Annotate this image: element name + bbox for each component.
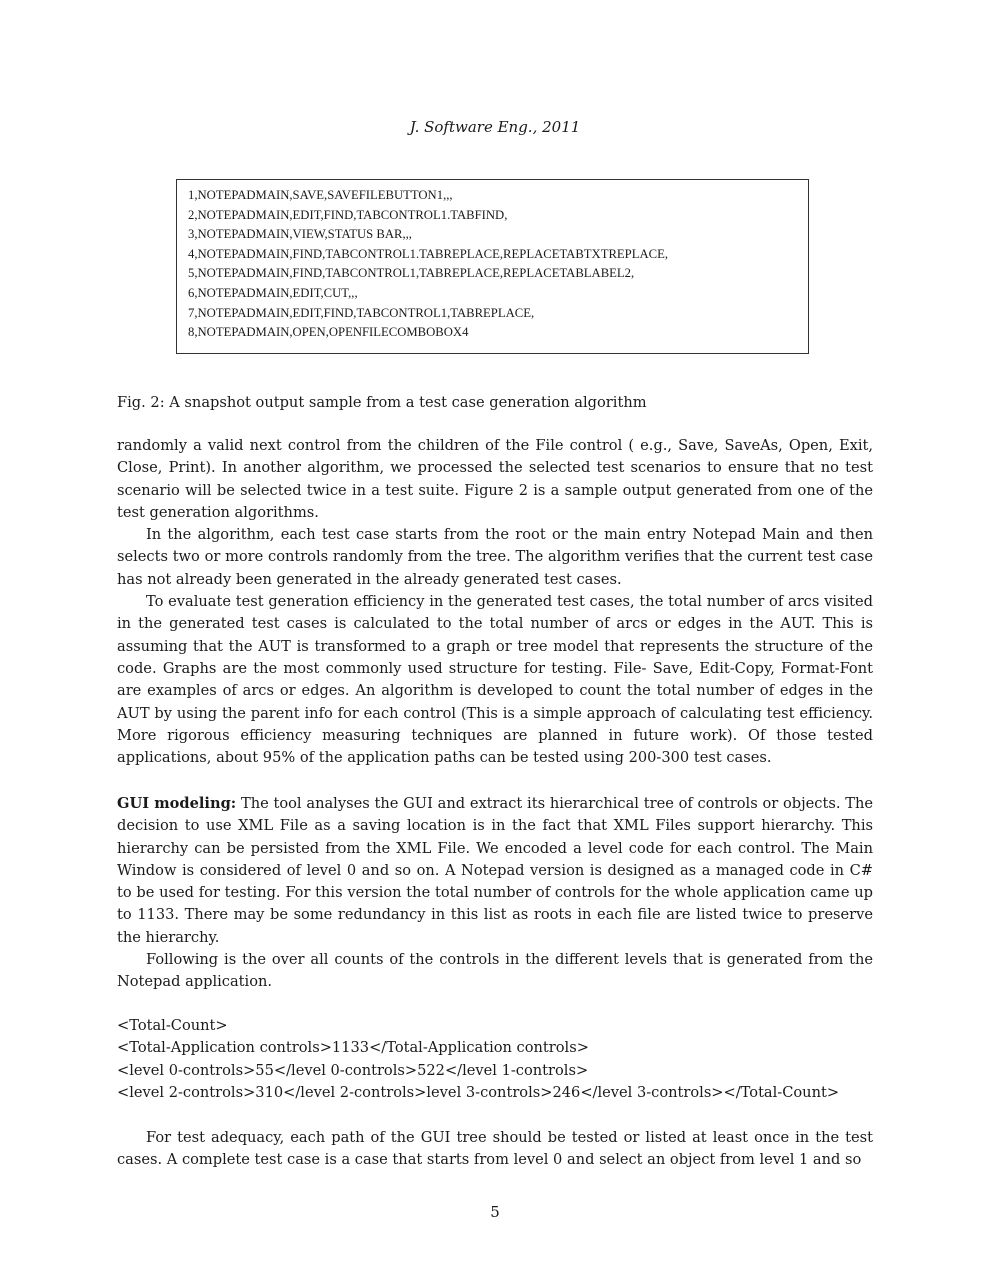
body-text-block [117, 1127, 873, 1172]
figure-caption: Fig. 2: A snapshot output sample from a test case generation algorithm [117, 394, 647, 411]
paragraph: In the algorithm, each test case starts from the root or the main entry Notepad Main and then selects two or more controls randomly from the tree. The algorithm verifies that the current test case has not already been generated in the already generated test cases. [117, 526, 873, 588]
figure-line: 5,NOTEPADMAIN,FIND,TABCONTROL1,TABREPLACE,REPLACETABLABEL2, [188, 266, 635, 281]
body-text-block [117, 435, 873, 769]
section-heading: GUI modeling: [117, 795, 237, 812]
xml-line: <Total-Count> [117, 1017, 228, 1034]
running-header: J. Software Eng., 2011 [409, 118, 581, 136]
figure-line: 4,NOTEPADMAIN,FIND,TABCONTROL1.TABREPLACE,REPLACETABTXTREPLACE, [188, 246, 669, 261]
figure-line: 3,NOTEPADMAIN,VIEW,STATUS BAR,,, [188, 227, 412, 242]
xml-count-block [117, 1015, 873, 1104]
paragraph: Following is the over all counts of the controls in the different levels that is generated from the Notepad application. [117, 951, 873, 991]
xml-line: <level 2-controls>310</level 2-controls>level 3-controls>246</level 3-controls></Total-Count> [117, 1083, 840, 1101]
figure-line: 8,NOTEPADMAIN,OPEN,OPENFILECOMBOBOX4 [188, 325, 469, 340]
page-number: 5 [490, 1203, 500, 1221]
body-text-block [117, 793, 873, 994]
figure-box [176, 179, 809, 354]
figure-line: 2,NOTEPADMAIN,EDIT,FIND,TABCONTROL1.TABFIND, [188, 207, 508, 222]
paragraph-text: The tool analyses the GUI and extract its hierarchical tree of controls or objects. The decision to use XML File as a saving location is in the fact that XML Files support hierarchy. This hierarchy can be persisted from the XML File. We encoded a level code for each control. The Main Window is considered of level 0 and so on. A Notepad version is designed as a managed code in C# to be used for testing. For this version the total number of controls for the whole application came up to 1133. There may be some redundancy in this list as roots in each file are listed twice to preserve the hierarchy. [117, 795, 873, 946]
paragraph: To evaluate test generation efficiency in the generated test cases, the total number of arcs visited in the generated test cases is calculated to the total number of arcs or edges in the AUT. This is assuming that the AUT is transformed to a graph or tree model that represents the structure of the code. Graphs are the most commonly used structure for testing. File- Save, Edit-Copy, Format-Font are examples of arcs or edges. An algorithm is developed to count the total number of edges in the AUT by using the parent info for each control (This is a simple approach of calculating test efficiency. More rigorous efficiency measuring techniques are planned in future work). Of those tested applications, about 95% of the application paths can be tested using 200-300 test cases. [117, 593, 873, 767]
figure-line: 1,NOTEPADMAIN,SAVE,SAVEFILEBUTTON1,,, [188, 188, 453, 202]
figure-line: 6,NOTEPADMAIN,EDIT,CUT,,, [188, 285, 358, 300]
paragraph: For test adequacy, each path of the GUI tree should be tested or listed at least once in the test cases. A complete test case is a case that starts from level 0 and select an object from level 1 and so [117, 1129, 873, 1169]
figure-line: 7,NOTEPADMAIN,EDIT,FIND,TABCONTROL1,TABREPLACE, [188, 305, 535, 320]
paragraph [117, 793, 873, 949]
xml-line: <level 0-controls>55</level 0-controls>522</level 1-controls> [117, 1061, 589, 1079]
paragraph: randomly a valid next control from the children of the File control ( e.g., Save, SaveAs, Open, Exit, Close, Print). In another algorithm, we processed the selected test scenarios to ensure that no test scenario will be selected twice in a test suite. Figure 2 is a sample output generated from one of the test generation algorithms. [117, 437, 873, 521]
xml-line: <Total-Application controls>1133</Total-Application controls> [117, 1039, 589, 1057]
